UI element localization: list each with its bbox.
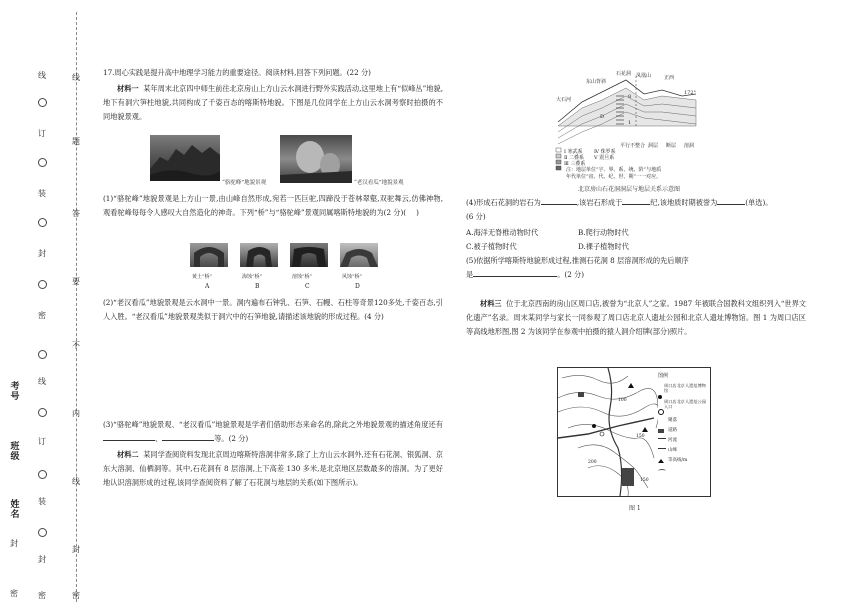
sub-question-4-mid2: 纪,该地质时期被誉为 bbox=[650, 198, 718, 207]
geo-label-azimuth: 172° bbox=[684, 90, 697, 96]
binding-char: 线 bbox=[72, 477, 80, 486]
option-a-name: 黄土“桥” bbox=[192, 274, 213, 280]
map-legend-label: 河流 bbox=[668, 438, 677, 443]
student-id-label: 考号 bbox=[10, 382, 20, 402]
photo-old-man-melon bbox=[280, 135, 352, 183]
option-photo-d[interactable] bbox=[340, 243, 378, 290]
binding-hole bbox=[38, 408, 47, 417]
geo-label-zhengxi: 正西 bbox=[664, 75, 675, 81]
binding-char: 线 bbox=[38, 71, 46, 80]
option-c-name: 溶蚀“桥” bbox=[292, 274, 313, 280]
geo-legend-unconformity: 平行不整合 bbox=[620, 143, 646, 149]
binding-char: 要 bbox=[72, 277, 80, 286]
material-1 bbox=[103, 82, 443, 125]
sub-question-4 bbox=[466, 196, 806, 224]
binding-char: 密 bbox=[10, 589, 18, 598]
option-photo-b[interactable] bbox=[240, 243, 278, 290]
map-legend-label: 周口店北京人遗址公园入口 bbox=[664, 399, 706, 409]
sub-question-5 bbox=[466, 254, 806, 282]
map-legend-item bbox=[658, 458, 688, 477]
photo-old-man-melon-caption: “老汉看瓜”地貌景观 bbox=[354, 180, 404, 186]
sub-question-1-end: ) bbox=[416, 208, 419, 218]
geo-stratum: Ⅴ 震旦系 bbox=[594, 155, 615, 161]
geo-stratum: Ⅳ 侏罗系 bbox=[594, 149, 616, 155]
geo-stratum: Ⅱ 二叠系 bbox=[564, 155, 584, 161]
sub-question-4-text: (4)形成石花洞的岩石为 bbox=[466, 198, 541, 207]
answer-blank[interactable] bbox=[103, 432, 155, 441]
answer-blank[interactable] bbox=[162, 432, 214, 441]
sub-question-3 bbox=[103, 418, 443, 446]
answer-blank[interactable] bbox=[541, 196, 577, 205]
student-id-field[interactable] bbox=[10, 382, 22, 402]
option-c-letter: C bbox=[305, 283, 310, 290]
sub-question-4-end: (单选)。 bbox=[745, 198, 773, 207]
binding-hole bbox=[38, 350, 47, 359]
option-b-name: 海蚀“桥” bbox=[242, 274, 263, 280]
binding-hole bbox=[38, 98, 47, 107]
museum-icon bbox=[658, 395, 662, 399]
binding-hole bbox=[38, 158, 47, 167]
material-1-text: 某年周末北京四中师生前往北京房山上方山云水洞进行野外实践活动,这里地上有“似峰丛”地貌,地下有洞穴笋柱地貌,共同构成了千姿百态的喀斯特地貌。下图是几位同学在上方山云水洞考察时拍摄的不同地貌景观。 bbox=[103, 84, 443, 122]
class-name-field[interactable] bbox=[10, 442, 22, 462]
material-2-label: 材料二 bbox=[117, 450, 139, 459]
binding-char: 密 bbox=[72, 591, 80, 600]
geo-note-1: 注：地层单位“宇、界、系、统、阶”与地质 bbox=[566, 167, 662, 173]
geo-note-2: 年代单位“宙、代、纪、世、期”一一对应。 bbox=[566, 174, 662, 180]
sub-question-4-mid: ,该岩石形成于 bbox=[576, 198, 623, 207]
entrance-icon bbox=[658, 409, 664, 415]
binding-char: 装 bbox=[38, 189, 46, 198]
binding-char: 内 bbox=[72, 409, 80, 418]
binding-char: 密 bbox=[38, 591, 46, 600]
answer-blank[interactable] bbox=[473, 268, 557, 277]
binding-char: 线 bbox=[38, 377, 46, 386]
sub-question-3-end: 等。(2 分) bbox=[214, 434, 249, 444]
binding-char: 答 bbox=[72, 209, 80, 218]
contour-label: 200 bbox=[588, 460, 597, 465]
choice-c[interactable]: C.被子植物时代 bbox=[466, 242, 517, 251]
map-legend-label: 聚落 bbox=[668, 418, 677, 423]
binding-char: 封 bbox=[72, 545, 80, 554]
map-legend-title: 图例 bbox=[658, 373, 669, 379]
map-figure-caption: 图 1 bbox=[629, 505, 641, 512]
geo-label-anticline: 东山背斜 bbox=[586, 79, 607, 85]
sub-question-4-score: (6 分) bbox=[466, 212, 486, 222]
option-photo-a[interactable] bbox=[190, 243, 228, 290]
material-3-label: 材料三 bbox=[480, 299, 502, 308]
contour-icon bbox=[658, 469, 666, 473]
contour-label: 100 bbox=[618, 398, 627, 403]
map-legend-item bbox=[658, 399, 706, 419]
map-legend-label: 道路 bbox=[668, 428, 677, 433]
binding-hole bbox=[38, 528, 47, 537]
geo-label-d: D bbox=[600, 114, 605, 120]
geo-label-level-1: 1 bbox=[628, 120, 632, 126]
binding-hole bbox=[38, 218, 47, 227]
answer-blank[interactable] bbox=[622, 196, 650, 205]
binding-char: 订 bbox=[38, 437, 46, 446]
map-legend bbox=[658, 372, 708, 492]
binding-char: 线 bbox=[72, 73, 80, 82]
geo-label-level-8: 8 bbox=[628, 94, 632, 100]
binding-char: 题 bbox=[72, 137, 80, 146]
material-2 bbox=[103, 448, 443, 491]
question-stem: 17.周心实践是提升高中地理学习能力的重要途径。阅读材料,回答下列问题。(22 分) bbox=[103, 68, 371, 77]
choice-d[interactable]: D.裸子植物时代 bbox=[578, 242, 629, 251]
map-frame bbox=[557, 367, 711, 497]
material-2-text: 某同学查阅资料发现北京周边喀斯特溶洞非常多,除了上方山云水洞外,还有石花洞、银狐洞、京东大溶洞、仙栖洞等。其中,石花洞有 8 层溶洞,上下高差 130 多米,是北京地区层数最多的溶洞。为了更好地认识溶洞形成的过程,该同学查阅资料了解了石花洞与地层的关系(如下图所示)。 bbox=[103, 450, 443, 488]
sub-question-3-sep: 、 bbox=[155, 434, 163, 444]
sub-question-1 bbox=[103, 192, 443, 220]
answer-blank[interactable] bbox=[717, 196, 745, 205]
sub-question-5-score: 。(2 分) bbox=[557, 270, 585, 280]
material-1-label: 材料一 bbox=[117, 84, 139, 93]
geology-figure-caption: 北京房山石花洞洞层与地层关系示意图 bbox=[578, 186, 681, 193]
geo-stratum: Ⅰ 寒武系 bbox=[564, 149, 583, 155]
geo-label-river: 大石河 bbox=[556, 97, 572, 103]
sub-question-5-prefix: 是 bbox=[466, 270, 474, 280]
contour-label: 150 bbox=[640, 478, 649, 483]
sub-question-1-text: (1)“骆驼峰”地貌景观是上方山一景,由山峰自然形成,宛若一匹巨驼,四蹄没于苍林翠壑,双驼舞云,仿佛神物,观看驼峰每每令人感叹大自然造化的神奇。下列“桥”与“骆驼峰”景观同属喀斯特地貌的为(2 分)( bbox=[103, 194, 443, 218]
choice-a[interactable]: A.海洋无脊椎动物时代 bbox=[466, 228, 539, 237]
photo-camel-peak-caption: “骆驼峰”地貌景观 bbox=[222, 180, 267, 186]
sub-question-3-text: (3)“骆驼峰”地貌景观、“老汉看瓜”地貌景观是学者们借助形态来命名的,除此之外地貌景观的描述角度还有 bbox=[103, 420, 443, 429]
sub-question-2: (2)“老汉看瓜”地貌景观是云水洞中一景。洞内遍布石钟乳、石笋、石幔、石柱等奇景120多处,千姿百态,引人入胜。“老汉看瓜”地貌景观类似于洞穴中的石笋地貌,请描述该地貌的形成过程。(4 分) bbox=[103, 298, 443, 322]
sub-question-5-text: (5)依据所学喀斯特地貌形成过程,推测石花洞 8 层溶洞形成的先后顺序 bbox=[466, 256, 689, 265]
photo-camel-peak bbox=[150, 135, 220, 181]
binding-char: 封 bbox=[38, 555, 46, 564]
binding-char: 不 bbox=[72, 341, 80, 350]
choice-b[interactable]: B.爬行动物时代 bbox=[578, 228, 629, 237]
option-photo-c[interactable] bbox=[290, 243, 328, 290]
geo-legend-fault: 断层 bbox=[666, 143, 677, 149]
geo-legend-cave-level: 洞层 bbox=[648, 143, 659, 149]
class-name-label: 班级 bbox=[10, 442, 20, 462]
option-a-letter: A bbox=[205, 283, 210, 290]
geo-label-fenghuangshan: 凤凰山 bbox=[636, 73, 652, 79]
contour-label: 150 bbox=[636, 434, 645, 439]
option-b-letter: B bbox=[255, 283, 260, 290]
map-legend-label: 等高线/m bbox=[668, 458, 688, 463]
student-name-label: 姓名 bbox=[10, 500, 20, 520]
binding-hole bbox=[38, 470, 47, 479]
binding-char: 封 bbox=[10, 539, 18, 548]
material-3 bbox=[466, 297, 806, 340]
binding-char: 密 bbox=[38, 311, 46, 320]
material-3-text: 位于北京西南的房山区周口店,被誉为“北京人”之家。1987 年被联合国教科文组织列入“世界文化遗产”名录。周末某同学与家长一同参观了周口店北京人遗址公园和北京人遗址博物馆。图 1 为周口店区等高线地形图,图 2 为该同学在参观中拍摄的猿人洞介绍牌(部分)照片。 bbox=[466, 299, 806, 337]
geo-legend-cave: 溶洞 bbox=[684, 143, 695, 149]
fold-line bbox=[76, 12, 77, 602]
geo-label-shihuadong: 石花洞 bbox=[616, 71, 632, 77]
binding-char: 封 bbox=[38, 249, 46, 258]
binding-hole bbox=[38, 280, 47, 289]
option-d-letter: D bbox=[355, 283, 360, 290]
option-d-name: 风蚀“桥” bbox=[342, 274, 363, 280]
map-legend-label: 山峰 bbox=[668, 448, 677, 453]
binding-char: 装 bbox=[38, 497, 46, 506]
map-legend-label: 周口店北京人遗址博物馆 bbox=[664, 383, 706, 393]
binding-char: 订 bbox=[38, 129, 46, 138]
student-name-field[interactable] bbox=[10, 500, 22, 520]
geo-stratum: Ⅲ 三叠系 bbox=[564, 161, 586, 167]
